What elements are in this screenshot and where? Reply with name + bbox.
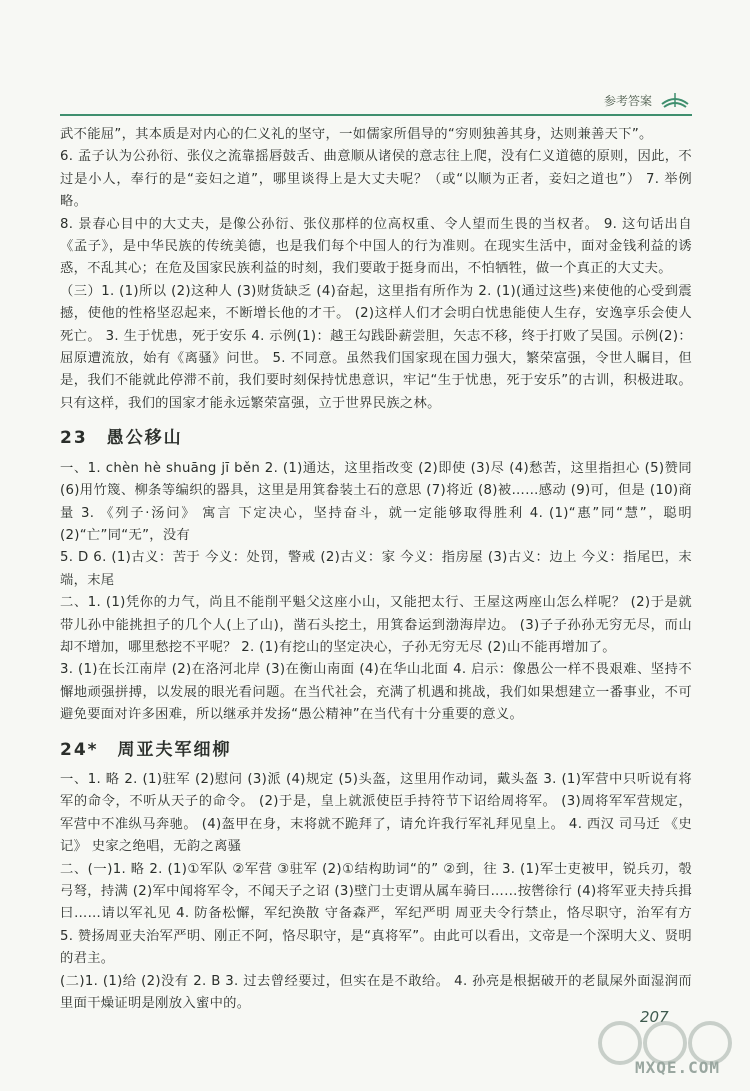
answer-paragraph: 一、1. chèn hè shuāng jī běn 2. (1)通达，这里指改变 (2)即使 (3)尽 (4)愁苦，这里指担心 (5)赞同 (6)用竹篾、柳条等编织的器具，这里是用箕畚装土石的意思 (7)将近 (8)被……感动 (9)可，但是 (10)商量 3. 《列子·汤问》 寓言 下定决心，坚持奋斗，就一定能够取得胜利 4. (1)“惠”同“慧”，聪明 (2)“亡”同“无”，没有 [60, 460, 692, 543]
answer-paragraph: 二、(一)1. 略 2. (1)①军队 ②军营 ③驻军 (2)①结构助词“的” ②到，往 3. (1)军士吏被甲，锐兵刃，彀弓弩，持满 (2)军中闻将军令，不闻天子之诏 (3)壁门士吏谓从属车骑曰……按辔徐行 (4)将军亚夫持兵揖曰……请以军礼见 4. 防备松懈，军纪涣散 守备森严，军纪严明 周亚夫令行禁止，恪尽职守，治军有方 5. 赞扬周亚夫治军严明、刚正不阿，恪尽职守，是“真将军”。由此可以看出，文帝是一个深明大义、贤明的君主。 [60, 861, 692, 967]
answer-paragraph: 二、1. (1)凭你的力气，尚且不能削平魁父这座小山，又能把太行、王屋这两座山怎么样呢？ (2)于是就带儿孙中能挑担子的几个人(上了山)，凿石头挖土，用箕畚运到渤海岸边。 (3)子子孙孙无穷无尽，而山却不增加，哪里愁挖不平呢？ 2. (1)有挖山的坚定决心，子孙无穷无尽 (2)山不能再增加了。 [60, 595, 692, 655]
book-logo-icon [660, 90, 690, 110]
header-label: 参考答案 [603, 93, 652, 108]
page-number: 207 [640, 1008, 669, 1026]
watermark-text: MXQE.COM [634, 1058, 720, 1077]
answer-content [60, 124, 692, 1015]
section-title-24: 24* 周亚夫军细柳 [60, 739, 232, 760]
section-title-23: 23 愚公移山 [60, 428, 183, 449]
answer-paragraph: 3. (1)在长江南岸 (2)在洛河北岸 (3)在衡山南面 (4)在华山北面 4. 启示：像愚公一样不畏艰难、坚持不懈地顽强拼搏，以发展的眼光看问题。在当代社会，充满了机遇和挑战，我们如果想建立一番事业，不可避免要面对许多困难，所以继承并发扬“愚公精神”在当代有十分重要的意义。 [60, 662, 692, 723]
answer-paragraph: 武不能屈”，其本质是对内心的仁义礼的坚守，一如儒家所倡导的“穷则独善其身，达则兼善天下”。 [60, 127, 653, 142]
answer-paragraph: (二)1. (1)给 (2)没有 2. B 3. 过去曾经要过，但实在是不敢给。 4. 孙亮是根据破开的老鼠屎外面湿润而里面干燥证明是刚放入蜜中的。 [60, 973, 692, 1012]
answer-paragraph: 6. 孟子认为公孙衍、张仪之流靠摇唇鼓舌、曲意顺从诸侯的意志往上爬，没有仁义道德的原则，因此，不过是小人，奉行的是“妾妇之道”，哪里谈得上是大丈夫呢？（或“以顺为正者，妾妇之道也”） 7. 举例略。 [60, 149, 692, 210]
answer-paragraph: （三）1. (1)所以 (2)这种人 (3)财货缺乏 (4)奋起，这里指有所作为 2. (1)(通过这些)来使他的心受到震撼，使他的性格坚忍起来，不断增长他的才干。 (2)这样人们才会明白忧患能使人生存，安逸享乐会使人死亡。 3. 生于忧患，死于安乐 4. 示例(1)：越王勾践卧薪尝胆，矢志不移，终于打败了吴国。示例(2)：屈原遭流放，始有《离骚》问世。 5. 不同意。虽然我们国家现在国力强大，繁荣富强，令世人瞩目，但是，我们不能就此停滞不前，我们要时刻保持忧患意识，牢记“生于忧患，死于安乐”的古训，积极进取。只有这样，我们的国家才能永远繁荣富强，立于世界民族之林。 [60, 283, 692, 411]
answer-paragraph: 5. D 6. (1)古义：苦于 今义：处罚，警戒 (2)古义：家 今义：指房屋 (3)古义：边上 今义：指尾巴，末端，末尾 [60, 550, 692, 588]
answer-paragraph: 8. 景春心目中的大丈夫，是像公孙衍、张仪那样的位高权重、令人望而生畏的当权者。 9. 这句话出自《孟子》，是中华民族的传统美德，也是我们每个中国人的行为准则。在现实生活中，面对金钱利益的诱惑，不乱其心；在危及国家民族利益的时刻，我们要敢于挺身而出，不怕牺牲，做一个真正的大丈夫。 [60, 216, 692, 277]
answer-paragraph: 一、1. 略 2. (1)驻军 (2)慰问 (3)派 (4)规定 (5)头盔，这里用作动词，戴头盔 3. (1)军营中只听说有将军的命令，不听从天子的命令。 (2)于是，皇上就派使臣手持符节下诏给周将军。 (3)周将军军营规定，军营中不准纵马奔驰。 (4)盔甲在身，末将就不跪拜了，请允许我行军礼拜见皇上。 4. 西汉 司马迁 《史记》 史家之绝唱，无韵之离骚 [60, 771, 692, 855]
page-header [60, 88, 690, 112]
header-rule [60, 114, 692, 116]
